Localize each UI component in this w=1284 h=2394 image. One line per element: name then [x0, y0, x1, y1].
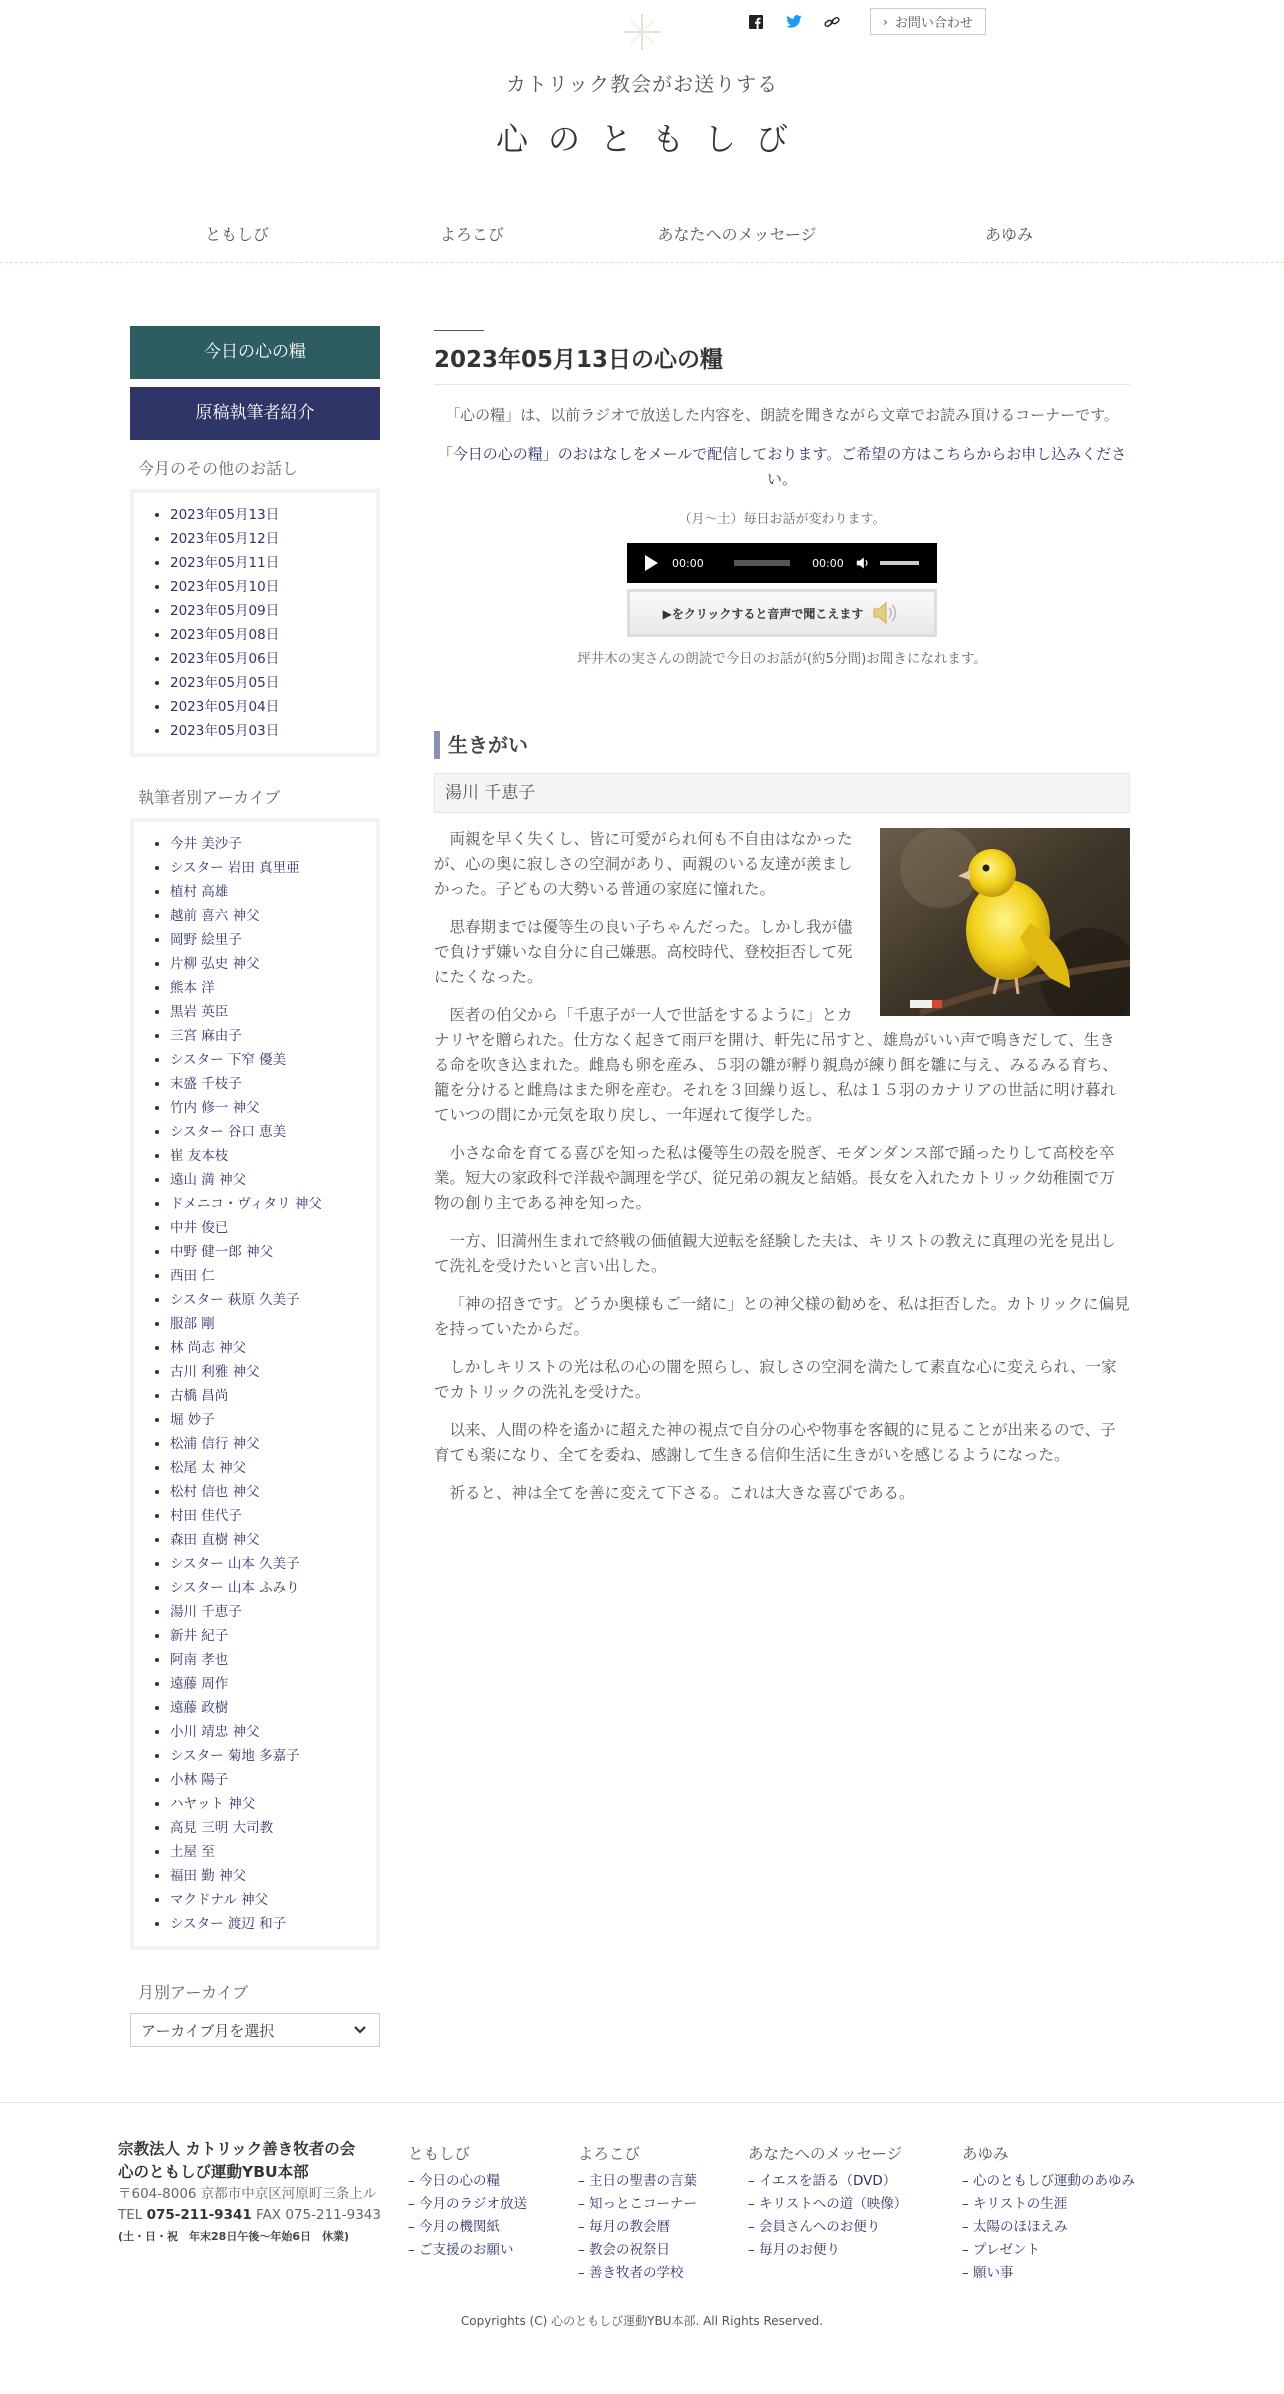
- author-archive-heading: 執筆者別アーカイブ: [138, 788, 281, 807]
- author-list-item[interactable]: • マクドナル 神父: [170, 1888, 358, 1912]
- chevron-down-icon: [353, 2025, 367, 2035]
- author-list-item[interactable]: • 崔 友本枝: [170, 1144, 358, 1168]
- nav-item-yorokobi[interactable]: よろこび: [439, 225, 504, 244]
- footer-column: [408, 2142, 527, 2262]
- author-list-item[interactable]: • 林 尚志 神父: [170, 1336, 358, 1360]
- author-list-item[interactable]: • 岡野 絵里子: [170, 928, 358, 952]
- footer-link[interactable]: – プレゼント: [962, 2242, 1041, 2258]
- contact-label: お問い合わせ: [894, 16, 973, 31]
- volume-icon[interactable]: [856, 555, 870, 571]
- footer-link[interactable]: – 毎月のお便り: [748, 2242, 841, 2258]
- footer-divider: [0, 2102, 1284, 2103]
- today-kokoro-button[interactable]: 今日の心の糧: [130, 326, 380, 379]
- month-list-item[interactable]: • 2023年05月13日: [170, 503, 358, 527]
- author-list-item[interactable]: • 西田 仁: [170, 1264, 358, 1288]
- month-list-item[interactable]: • 2023年05月03日: [170, 719, 358, 743]
- org-phone: [118, 2205, 388, 2226]
- month-archive-heading: 月別アーカイブ: [138, 1983, 249, 2002]
- chevron-right-icon: ›: [883, 14, 888, 29]
- article-paragraph: 祈ると、神は全てを善に変えて下さる。これは大きな喜びである。: [449, 1484, 915, 1502]
- footer-column: [748, 2142, 907, 2262]
- article-paragraph: 医者の伯父から「千恵子が一人で世話をするように」とカナリヤを贈られた。仕方なく起きて雨戸を開け、軒先に吊すと、雄鳥がいい声で鳴きだして、生きる命を吹き込まれた。雌鳥も卵を産み、５羽の雛が孵り親鳥が練り餌を雛に与え、みるみる育ち、籠を分けると雌鳥はまた卵を産む。それを３回繰り返し、私は１５羽のカナリアの世話に明け暮れていつの間にか元気を取り戻し、一年遅れて復学した。: [434, 1006, 1118, 1124]
- intro-text: 「心の糧」は、以前ラジオで放送した内容を、朗読を聞きながら文章でお読み頂けるコーナーです。: [445, 406, 1119, 424]
- footer-link[interactable]: – 今月のラジオ放送: [408, 2196, 528, 2212]
- archive-select-value: アーカイブ月を選択: [141, 2021, 275, 2040]
- speaker-icon: [871, 601, 901, 625]
- author-list-item[interactable]: • 古橋 昌尚: [170, 1384, 358, 1408]
- author-list-item[interactable]: • 森田 直樹 神父: [170, 1528, 358, 1552]
- volume-slider[interactable]: [880, 561, 919, 565]
- author-list-item[interactable]: • 松浦 信行 神父: [170, 1432, 358, 1456]
- sidebar: [130, 326, 380, 2047]
- footer-link[interactable]: – 主日の聖書の言葉: [578, 2173, 698, 2189]
- canary-photo: [880, 828, 1130, 1016]
- footer-column-heading[interactable]: あなたへのメッセージ: [748, 2145, 903, 2163]
- month-list-item[interactable]: • 2023年05月11日: [170, 551, 358, 575]
- author-list-item[interactable]: • 堀 妙子: [170, 1408, 358, 1432]
- site-title[interactable]: 心のともしび: [495, 120, 808, 158]
- footer-link[interactable]: – 知っとこコーナー: [578, 2196, 698, 2212]
- author-list-item[interactable]: • 松尾 太 神父: [170, 1456, 358, 1480]
- author-list-item[interactable]: • 新井 紀子: [170, 1624, 358, 1648]
- article-body: [434, 827, 1130, 1506]
- footer-link[interactable]: – 今月の機関紙: [408, 2219, 501, 2235]
- section-title: 生きがい: [434, 731, 1130, 759]
- nav-item-message[interactable]: あなたへのメッセージ: [657, 225, 817, 244]
- footer-link-list: [748, 2170, 907, 2262]
- author-list-item[interactable]: • 中野 健一郎 神父: [170, 1240, 358, 1264]
- author-list-item[interactable]: • 竹内 修一 神父: [170, 1096, 358, 1120]
- author-list-item[interactable]: • 中井 俊已: [170, 1216, 358, 1240]
- title-rule: [434, 330, 484, 331]
- author-list: [170, 832, 358, 1936]
- author-list-item[interactable]: • 古川 利雅 神父: [170, 1360, 358, 1384]
- footer-link[interactable]: – 毎月の教会暦: [578, 2219, 671, 2235]
- author-list-item[interactable]: • 土屋 至: [170, 1840, 358, 1864]
- month-list-item[interactable]: • 2023年05月12日: [170, 527, 358, 551]
- link-icon[interactable]: [824, 14, 840, 30]
- article-paragraph: しかしキリストの光は私の心の闇を照らし、寂しさの空洞を満たして素直な心に変えられ、一家でカトリックの洗礼を受けた。: [434, 1358, 1117, 1401]
- author-list-item[interactable]: • シスター 岩田 真里亜: [170, 856, 358, 880]
- reader-note: 坪井木の実さんの朗読で今日のお話が(約5分間)お聞きになれます。: [577, 651, 987, 667]
- author-list-item[interactable]: • 植村 高雄: [170, 880, 358, 904]
- author-list-item[interactable]: • シスター 山本 ふみり: [170, 1576, 358, 1600]
- author-list-item[interactable]: • 小川 靖忠 神父: [170, 1720, 358, 1744]
- main-content: [434, 330, 1130, 1519]
- org-address: 〒604-8006 京都市中京区河原町三条上ル: [118, 2186, 377, 2202]
- author-list-item[interactable]: • 遠藤 周作: [170, 1672, 358, 1696]
- footer-link[interactable]: – キリストへの道（映像）: [748, 2196, 908, 2212]
- footer-link[interactable]: – 願い事: [962, 2265, 1014, 2281]
- nav-divider: [0, 262, 1284, 263]
- author-list-item[interactable]: • シスター 菊地 多嘉子: [170, 1744, 358, 1768]
- author-list-item[interactable]: • 末盛 千枝子: [170, 1072, 358, 1096]
- author-list-item[interactable]: • 福田 勤 神父: [170, 1864, 358, 1888]
- month-heading: 今月のその他のお話し: [138, 459, 299, 478]
- article-paragraph: 以来、人間の枠を遙かに超えた神の視点で自分の心や物事を客観的に見ることが出来るので、子育ても楽になり、全てを委ね、感謝して生きる信仰生活に生きがいを感じるようになった。: [434, 1421, 1116, 1464]
- tel-label: TEL: [118, 2207, 143, 2223]
- article-paragraph: 両親を早く失くし、皆に可愛がられ何も不自由はなかったが、心の奥に寂しさの空洞があり、両親のいる友達が羨ましかった。子どもの大勢いる普通の家庭に憧れた。: [434, 830, 853, 898]
- footer-link[interactable]: – 今日の心の糧: [408, 2173, 501, 2189]
- month-list-item[interactable]: • 2023年05月04日: [170, 695, 358, 719]
- footer-link[interactable]: – 教会の祝祭日: [578, 2242, 671, 2258]
- listen-label: ▶をクリックすると音声で聞こえます: [662, 606, 864, 621]
- footer-link-list: [962, 2170, 1135, 2285]
- copyright: Copyrights (C) 心のともしび運動YBU本部. All Rights Reserved.: [460, 2314, 824, 2328]
- author-list-item[interactable]: • 黒岩 英臣: [170, 1000, 358, 1024]
- site-subtitle: カトリック教会がお送りする: [505, 72, 779, 96]
- article-paragraph: 小さな命を育てる喜びを知った私は優等生の殻を脱ぎ、モダンダンス部で踊ったりして高校を卒業。短大の家政科で洋裁や調理を学び、従兄弟の親友と結婚。長女を入れたカトリック幼稚園で万物の創り主である神を知った。: [434, 1144, 1115, 1212]
- author-list-item[interactable]: • 片柳 弘史 神父: [170, 952, 358, 976]
- nav-item-ayumi[interactable]: あゆみ: [984, 225, 1033, 244]
- author-list-box: [130, 818, 380, 1950]
- author-list-item[interactable]: • シスター 下窄 優美: [170, 1048, 358, 1072]
- author-list-item[interactable]: • 熊本 洋: [170, 976, 358, 1000]
- contact-button[interactable]: [870, 8, 986, 35]
- global-nav: [130, 222, 1154, 245]
- footer-link-list: [408, 2170, 527, 2262]
- mail-signup-link[interactable]: 「今日の心の糧」のおはなしをメールで配信しております。ご希望の方はこちらからお申し込みください。: [437, 445, 1127, 488]
- footer-column: [962, 2142, 1135, 2285]
- month-list-item[interactable]: • 2023年05月09日: [170, 599, 358, 623]
- player-current-time: 00:00: [672, 556, 704, 570]
- nav-item-tomoshibi[interactable]: ともしび: [204, 225, 269, 244]
- fax-number: FAX 075-211-9343: [256, 2207, 381, 2223]
- author-list-item[interactable]: • 村田 佳代子: [170, 1504, 358, 1528]
- footer-column-heading[interactable]: ともしび: [408, 2145, 471, 2163]
- seek-bar[interactable]: [734, 560, 790, 566]
- page-title: 2023年05月13日の心の糧: [434, 341, 1130, 385]
- author-list-item[interactable]: • 今井 美沙子: [170, 832, 358, 856]
- twitter-icon[interactable]: [786, 14, 802, 30]
- audio-player: [627, 543, 937, 583]
- play-icon[interactable]: [645, 555, 658, 571]
- footer-org: [118, 2138, 388, 2248]
- org-division: 心のともしび運動YBU本部: [118, 2163, 309, 2181]
- author-list-item[interactable]: • シスター 山本 久美子: [170, 1552, 358, 1576]
- author-list-item[interactable]: • 遠藤 政樹: [170, 1696, 358, 1720]
- author-list-item[interactable]: • ドメニコ・ヴィタリ 神父: [170, 1192, 358, 1216]
- facebook-icon[interactable]: [748, 14, 764, 30]
- schedule-note: （月～土）毎日お話が変わります。: [678, 512, 886, 527]
- month-list-item[interactable]: • 2023年05月05日: [170, 671, 358, 695]
- article-paragraph: 「神の招きです。どうか奥様もご一緒に」との神父様の勧めを、私は拒否した。カトリックに偏見を持っていたからだ。: [434, 1295, 1130, 1338]
- player-total-time: 00:00: [812, 556, 844, 570]
- author-list-item[interactable]: • シスター 萩原 久美子: [170, 1288, 358, 1312]
- footer-link[interactable]: – ご支援のお願い: [408, 2242, 514, 2258]
- archive-month-select[interactable]: [130, 2013, 380, 2047]
- footer-link-list: [578, 2170, 697, 2285]
- footer-link[interactable]: – 心のともしび運動のあゆみ: [962, 2173, 1136, 2189]
- writers-button[interactable]: 原稿執筆者紹介: [130, 387, 380, 440]
- cross-icon: [622, 12, 662, 52]
- footer-column-heading[interactable]: よろこび: [578, 2145, 641, 2163]
- top-utility-bar: [748, 8, 986, 35]
- author-list-item[interactable]: • 三宮 麻由子: [170, 1024, 358, 1048]
- tel-number[interactable]: 075-211-9341: [146, 2207, 252, 2223]
- author-list-item[interactable]: • シスター 谷口 恵美: [170, 1120, 358, 1144]
- site-header: [0, 0, 1284, 262]
- author-list-item[interactable]: • 湯川 千恵子: [170, 1600, 358, 1624]
- author-list-item[interactable]: • 松村 信也 神父: [170, 1480, 358, 1504]
- author-list-item[interactable]: • 服部 剛: [170, 1312, 358, 1336]
- footer-column: [578, 2142, 697, 2285]
- footer-link[interactable]: – 会員さんへのお便り: [748, 2219, 881, 2235]
- month-list-item[interactable]: • 2023年05月10日: [170, 575, 358, 599]
- author-name: 湯川 千恵子: [434, 773, 1130, 813]
- author-list-item[interactable]: • 小林 陽子: [170, 1768, 358, 1792]
- article-paragraph: 思春期までは優等生の良い子ちゃんだった。しかし我が儘で負けず嫌いな自分に自己嫌悪。高校時代、登校拒否して死にたくなった。: [434, 918, 853, 986]
- month-list-item[interactable]: • 2023年05月06日: [170, 647, 358, 671]
- author-list-item[interactable]: • シスター 渡辺 和子: [170, 1912, 358, 1936]
- author-list-item[interactable]: • 阿南 孝也: [170, 1648, 358, 1672]
- author-list-item[interactable]: • 遠山 満 神父: [170, 1168, 358, 1192]
- author-list-item[interactable]: • 高見 三明 大司教: [170, 1816, 358, 1840]
- month-list-item[interactable]: • 2023年05月08日: [170, 623, 358, 647]
- author-list-item[interactable]: • ハヤット 神父: [170, 1792, 358, 1816]
- listen-audio-button[interactable]: [627, 589, 937, 637]
- footer-link[interactable]: – 善き牧者の学校: [578, 2265, 684, 2281]
- footer-link[interactable]: – 太陽のほほえみ: [962, 2219, 1068, 2235]
- footer-link[interactable]: – イエスを語る（DVD）: [748, 2173, 897, 2189]
- footer-link[interactable]: – キリストの生涯: [962, 2196, 1068, 2212]
- month-list: [170, 503, 358, 743]
- article-paragraph: 一方、旧満州生まれで終戦の価値観大逆転を経験した夫は、キリストの教えに真理の光を見出して洗礼を受けたいと言い出した。: [434, 1232, 1116, 1275]
- author-list-item[interactable]: • 越前 喜六 神父: [170, 904, 358, 928]
- business-hours: (土・日・祝 年末28日午後〜年始6日 休業): [118, 2230, 350, 2243]
- footer-column-heading[interactable]: あゆみ: [962, 2145, 1009, 2163]
- month-list-box: [130, 489, 380, 757]
- org-name: 宗教法人 カトリック善き牧者の会: [118, 2140, 356, 2158]
